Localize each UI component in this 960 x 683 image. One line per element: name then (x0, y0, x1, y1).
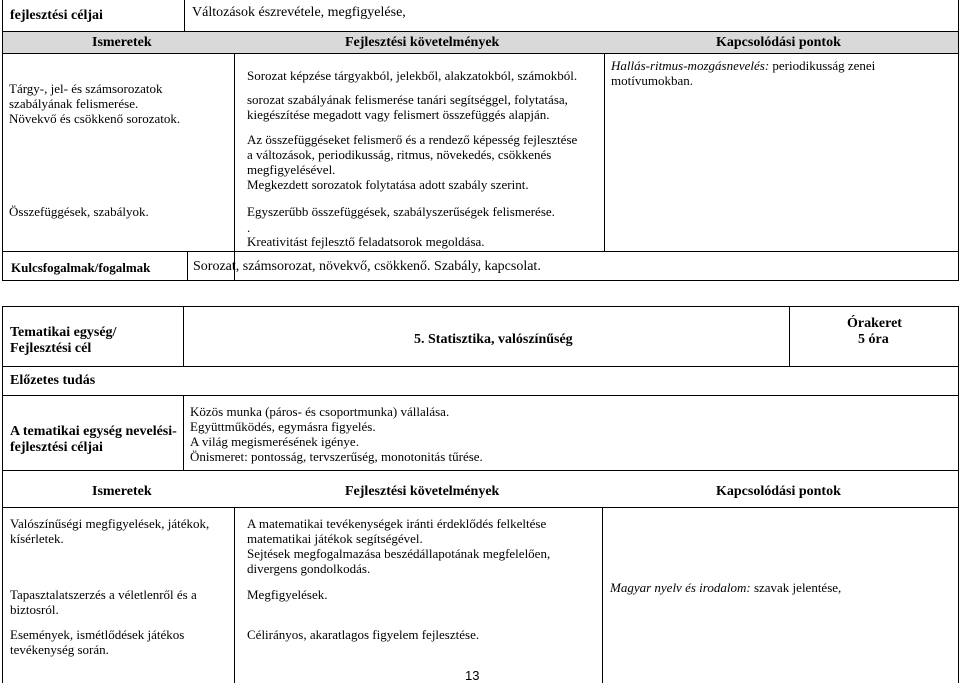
divider (958, 306, 959, 683)
kovetelmeny-text: divergens gondolkodás. (247, 561, 371, 576)
divider (183, 306, 184, 367)
divider (2, 53, 959, 54)
kapcsolodasi-subject: Hallás-ritmus-mozgásnevelés: (611, 58, 770, 73)
divider (2, 395, 959, 396)
divider (602, 507, 603, 683)
kovetelmeny-text: Sorozat képzése tárgyakból, jelekből, alakzatokból, számokból. (247, 68, 578, 83)
divider (187, 251, 188, 281)
divider (184, 0, 185, 32)
nevelesi-label: A tematikai egység nevelési- (10, 424, 177, 439)
kapcsolodasi-text: motívumokban. (611, 73, 693, 88)
kovetelmeny-text: A matematikai tevékenységek iránti érdeklődés felkeltése (247, 516, 547, 531)
header-kapcsolodasi: Kapcsolódási pontok (716, 35, 841, 50)
kovetelmeny-text: Egyszerűbb összefüggések, szabályszerűségek felismerése. (247, 204, 555, 219)
header-kovetelmenyek: Fejlesztési követelmények (345, 484, 500, 499)
kovetelmeny-text: Kreativitást fejlesztő feladatsorok megoldása. (247, 234, 485, 249)
kapcsolodasi-detail: szavak jelentése, (750, 580, 842, 595)
divider (2, 251, 187, 252)
kovetelmeny-text: Megfigyelések. (247, 587, 328, 602)
divider (2, 366, 959, 367)
header-kovetelmenyek: Fejlesztési követelmények (345, 35, 500, 50)
divider (2, 306, 959, 307)
divider (789, 306, 790, 367)
nevelesi-text: Közös munka (páros- és csoportmunka) vállalása. (190, 404, 450, 419)
nevelesi-label: fejlesztési céljai (10, 440, 103, 455)
orakeret-value: 5 óra (858, 332, 889, 347)
nevelesi-text: Önismeret: pontosság, tervszerűség, monotonitás tűrése. (190, 449, 483, 464)
kovetelmeny-text: Az összefüggéseket felismerő és a rendező képesség fejlesztése (247, 132, 578, 147)
kovetelmeny-text: sorozat szabályának felismerése tanári segítséggel, folytatása, (247, 92, 568, 107)
kovetelmeny-text: Megkezdett sorozatok folytatása adott szabály szerint. (247, 177, 529, 192)
tematikai-label: Tematikai egység/ (10, 325, 117, 340)
divider (187, 251, 958, 252)
divider (234, 53, 235, 281)
kovetelmeny-text: Célirányos, akaratlagos figyelem fejlesztése. (247, 627, 480, 642)
ismeretek-text: tevékenység során. (10, 642, 109, 657)
tematikai-label: Fejlesztési cél (10, 341, 92, 356)
header-kapcsolodasi: Kapcsolódási pontok (716, 484, 841, 499)
tematikai-title: 5. Statisztika, valószínűség (414, 332, 573, 347)
divider (604, 53, 605, 251)
divider (2, 280, 959, 281)
divider (2, 31, 959, 32)
ismeretek-text: Tárgy-, jel- és számsorozatok (9, 81, 163, 96)
divider (2, 470, 959, 471)
ismeretek-text: Összefüggések, szabályok. (9, 204, 149, 219)
divider (2, 0, 3, 281)
divider (183, 395, 184, 471)
ismeretek-text: Valószínűségi megfigyelések, játékok, (10, 516, 210, 531)
nevelesi-text: A világ megismerésének igénye. (190, 434, 359, 449)
page-number: 13 (465, 668, 480, 683)
nevelesi-text: Együttműködés, egymásra figyelés. (190, 419, 376, 434)
ismeretek-text: Növekvő és csökkenő sorozatok. (9, 111, 181, 126)
kovetelmeny-text: megfigyelésével. (247, 162, 336, 177)
kapcsolodasi-text (610, 580, 841, 595)
divider (2, 507, 959, 508)
kulcsfogalmak-label: Kulcsfogalmak/fogalmak (11, 260, 151, 275)
kovetelmeny-text: matematikai játékok segítségével. (247, 531, 423, 546)
kovetelmeny-text: Sejtések megfogalmazása beszédállapotának megfelelően, (247, 546, 551, 561)
elozetes-label: Előzetes tudás (10, 373, 96, 388)
divider (2, 306, 3, 683)
header-ismeretek: Ismeretek (92, 35, 152, 50)
ismeretek-text: Tapasztalatszerzés a véletlenről és a (10, 587, 197, 602)
goals-row-label: fejlesztési céljai (10, 8, 103, 23)
header-ismeretek: Ismeretek (92, 484, 152, 499)
kovetelmeny-text: . (247, 220, 251, 235)
kapcsolodasi-subject: Magyar nyelv és irodalom: (610, 580, 751, 595)
orakeret-label: Órakeret (847, 316, 902, 331)
kovetelmeny-text: kiegészítése megadott vagy felismert összefüggés alapján. (247, 107, 550, 122)
ismeretek-text: biztosról. (10, 602, 59, 617)
ismeretek-text: szabályának felismerése. (9, 96, 139, 111)
ismeretek-text: Események, ismétlődések játékos (10, 627, 185, 642)
divider (234, 507, 235, 683)
kapcsolodasi-text (611, 58, 875, 73)
divider (958, 0, 959, 281)
kapcsolodasi-detail: periodikusság zenei (769, 58, 876, 73)
goals-text: Változások észrevétele, megfigyelése, (192, 5, 406, 20)
ismeretek-text: kísérletek. (10, 531, 64, 546)
kovetelmeny-text: a változások, periodikusság, ritmus, növekedés, csökkenés (247, 147, 552, 162)
kulcsfogalmak-text: Sorozat, számsorozat, növekvő, csökkenő. Szabály, kapcsolat. (193, 259, 541, 274)
